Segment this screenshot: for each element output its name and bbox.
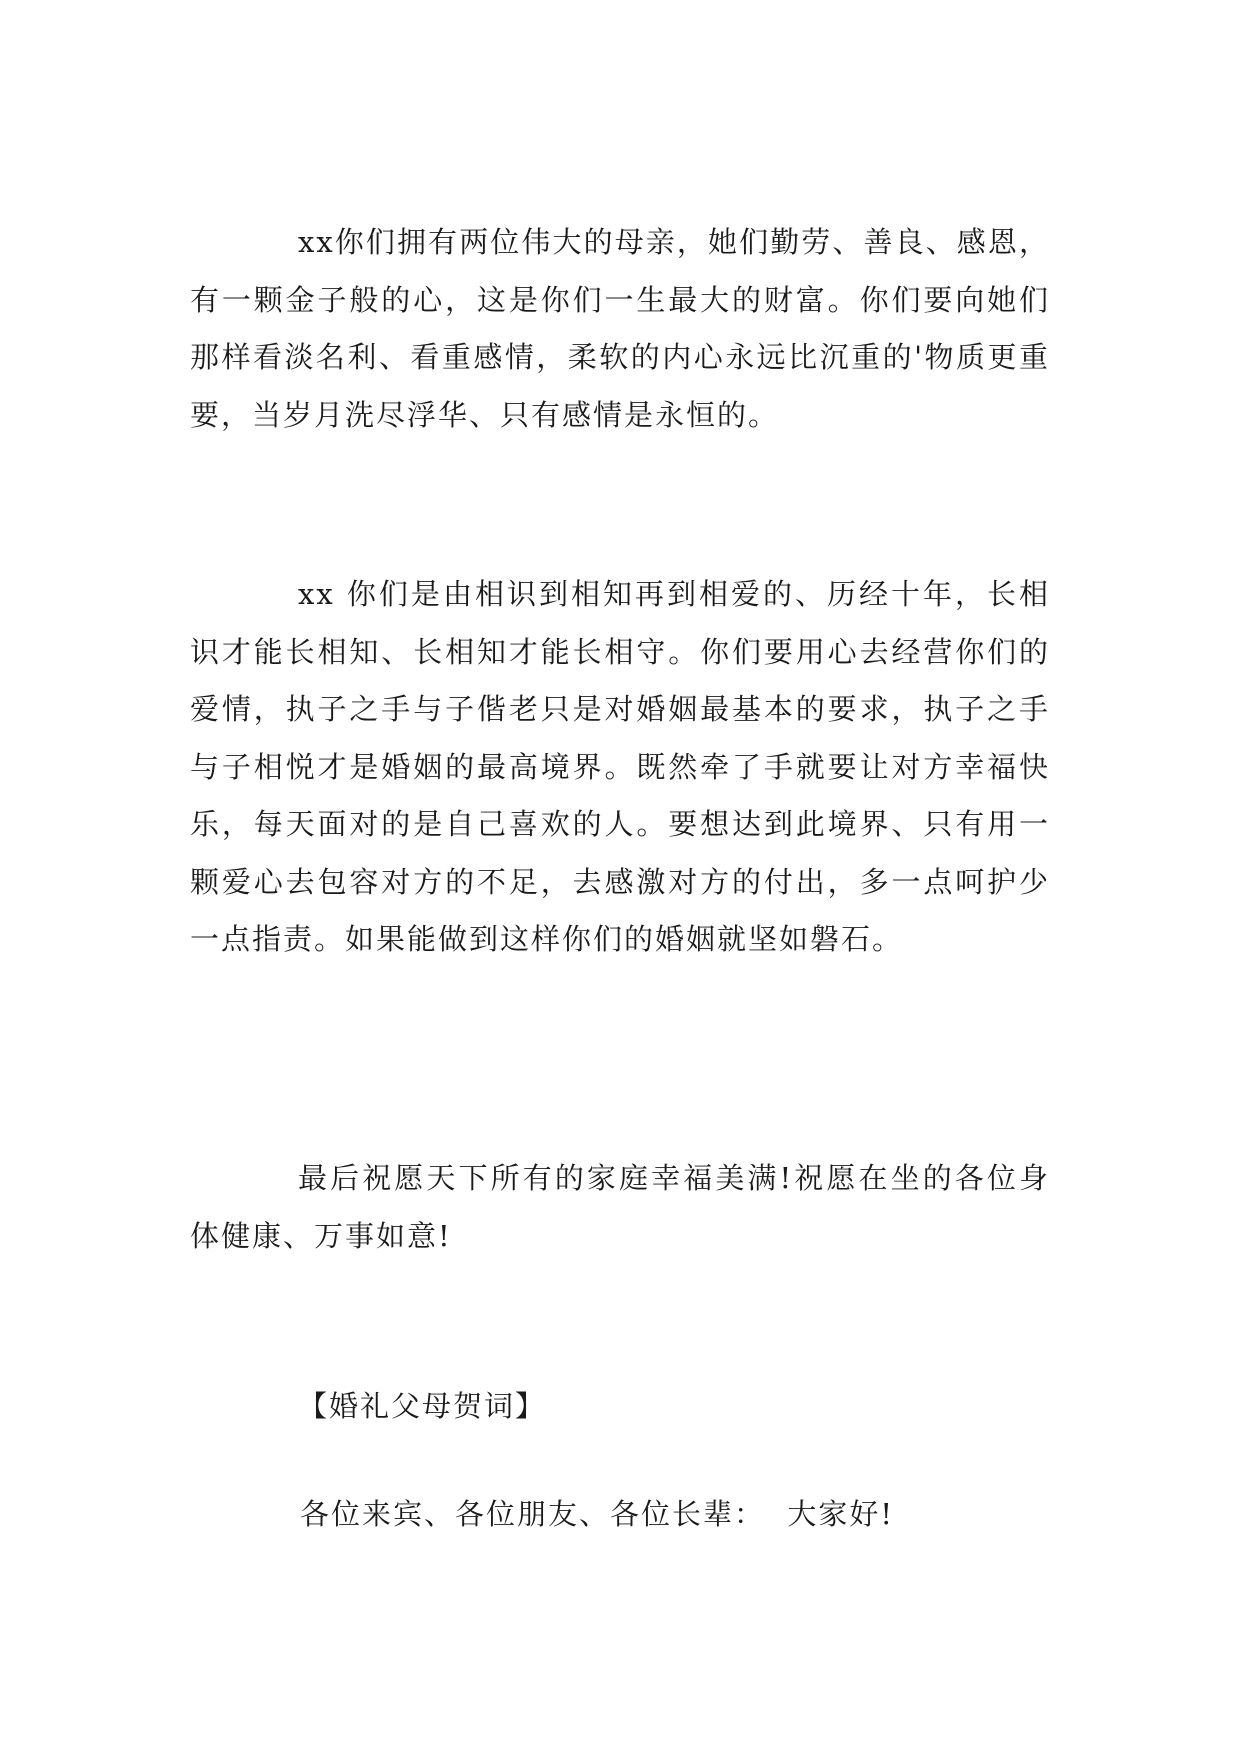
paragraph-love: xx 你们是由相识到相知再到相爱的、历经十年，长相识才能长相知、长相知才能长相守。你们要用心去经营你们的爱情，执子之手与子偕老只是对婚姻最基本的要求，执子之手与子相悦才是婚姻的最高境界。既然牵了手就要让对方幸福快乐，每天面对的是自己喜欢的人。要想达到此境界、只有用一颗爱心去包容对方的不足，去感激对方的付出，多一点呵护少一点指责。如果能做到这样你们的婚姻就坚如磐石。 [190,577,1050,956]
paragraph-closing-wishes: 最后祝愿天下所有的家庭幸福美满!祝愿在坐的各位身体健康、万事如意! [190,1161,1050,1253]
section-heading: 【婚礼父母贺词】 [298,1389,547,1423]
greeting-line: 各位来宾、各位朋友、各位长辈： 大家好! [300,1497,895,1531]
paragraph-mothers: xx你们拥有两位伟大的母亲，她们勤劳、善良、感恩，有一颗金子般的心，这是你们一生最大的财富。你们要向她们那样看淡名利、看重感情，柔软的内心永远比沉重的'物质更重要，当岁月洗尽浮华、只有感情是永恒的。 [190,225,1050,432]
